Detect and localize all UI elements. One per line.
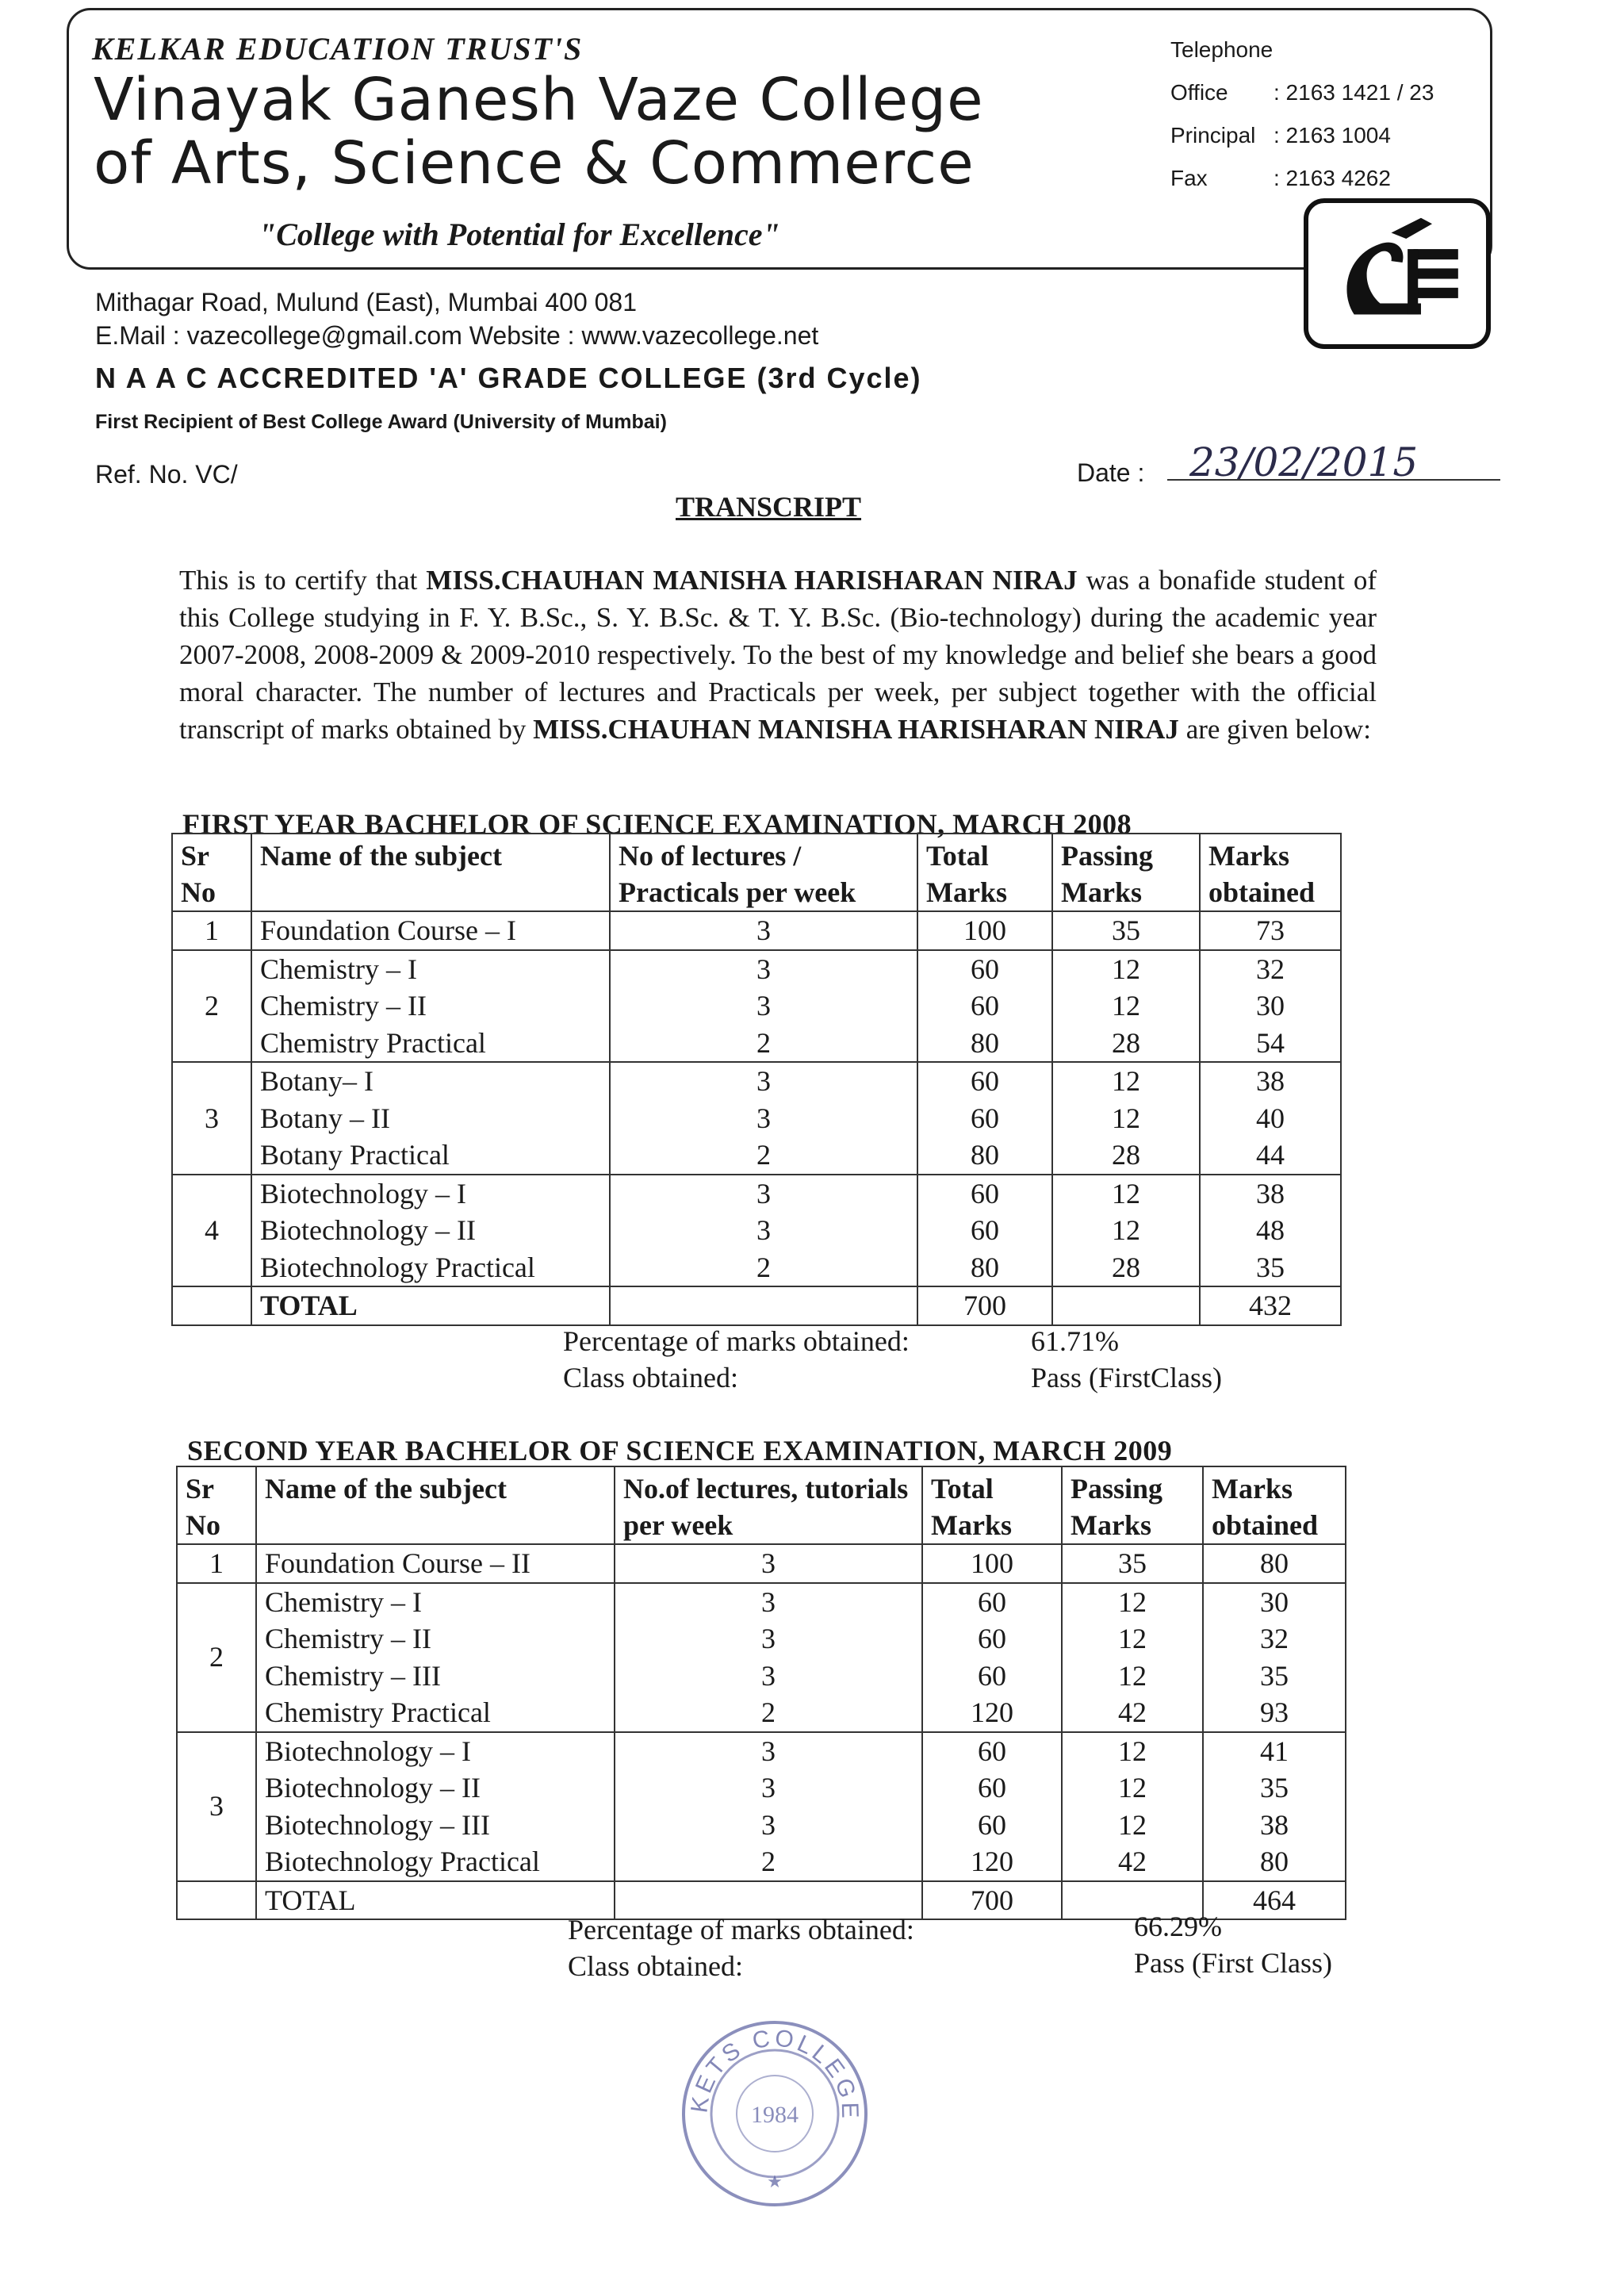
cell-passing-line: 12	[1118, 1623, 1147, 1654]
cell-total-line: 80	[971, 1026, 999, 1059]
college-logo	[1304, 198, 1491, 349]
cell-passing-line: 28	[1112, 1251, 1140, 1283]
table-row	[177, 1583, 1346, 1732]
cell-lectures	[610, 1062, 917, 1175]
cell-passing-line: 12	[1112, 990, 1140, 1022]
phone-value: : 2163 1004	[1274, 123, 1391, 148]
cell-obtained-line: 38	[1260, 1808, 1289, 1841]
cell-subject-line: Biotechnology – I	[260, 1177, 466, 1209]
table-header-row	[177, 1466, 1346, 1544]
cell-lectures-line: 2	[756, 1139, 771, 1171]
date-handwritten: 23/02/2015	[1189, 439, 1419, 485]
cell-sr: 2	[172, 950, 251, 1063]
seal-year: 1984	[751, 2102, 799, 2128]
cell-obtained	[1200, 1062, 1341, 1175]
cell-passing-line: 12	[1118, 1735, 1147, 1767]
cell-sr	[177, 1881, 256, 1920]
trust-name: KELKAR EDUCATION TRUST'S	[92, 31, 584, 67]
cell-obtained-line: 30	[1260, 1585, 1289, 1618]
cell-passing-line: 12	[1118, 1808, 1147, 1841]
seal-star-icon: ★	[767, 2172, 783, 2191]
table-row	[177, 1544, 1346, 1583]
cell-subject-line: Biotechnology Practical	[260, 1251, 535, 1283]
class-value: Pass (FirstClass)	[1031, 1362, 1223, 1393]
cell-obtained-line: 38	[1256, 1177, 1285, 1209]
cell-sr: 3	[177, 1732, 256, 1881]
cell-passing-line: 12	[1112, 1065, 1140, 1097]
phone-value: : 2163 1421 / 23	[1274, 80, 1434, 105]
cell-lectures-line: 2	[761, 1846, 776, 1877]
cell-obtained-line: 35	[1256, 1251, 1285, 1283]
cell-lectures-line: 3	[756, 1065, 771, 1097]
seal-text: KETS COLLEGE	[686, 2025, 864, 2122]
cell-total-line: 60	[971, 990, 999, 1022]
cell-total	[922, 1732, 1062, 1881]
cell-sr: 3	[172, 1062, 251, 1175]
cell-obtained-line: 54	[1256, 1026, 1285, 1059]
certificate-text: are given below:	[1178, 714, 1371, 745]
college-name-line2: of Arts, Science & Commerce	[94, 129, 975, 197]
cell-lectures-line: 3	[761, 1585, 776, 1618]
cell-total-label: TOTAL	[256, 1881, 615, 1920]
cell-passing-line: 12	[1118, 1772, 1147, 1804]
cell-obtained	[1200, 950, 1341, 1063]
cell-subject-line: Chemistry Practical	[265, 1696, 491, 1728]
cell-lectures-line: 2	[756, 1026, 771, 1059]
cell-total-line: 120	[971, 1696, 1013, 1728]
cell-total-line: 60	[971, 953, 999, 985]
college-name	[94, 68, 984, 195]
cell-total-label: TOTAL	[251, 1286, 610, 1325]
cell-passing	[1062, 1544, 1203, 1583]
cell-subject-line: Botany – II	[260, 1102, 390, 1134]
certificate-text: was a bonafide student of this College studying in F. Y. B.Sc., S. Y. B.Sc. & T. Y. B.Sc. (Bio-technology) during the academic year 2007-2008, 2008-2009 & 2009-2010 respectively. To the best of my knowledge and belief she bears a good moral character. The number of lectures and Practicals per week, per subject together with the official transcript of marks obtained by	[179, 565, 1377, 745]
col-subject: Name of the subject	[256, 1466, 615, 1544]
sy-heading: SECOND YEAR BACHELOR OF SCIENCE EXAMINATION, MARCH 2009	[187, 1435, 1173, 1466]
cell-sr: 1	[177, 1544, 256, 1583]
cell-subject-line: Biotechnology Practical	[265, 1846, 540, 1877]
cell-lectures	[615, 1732, 922, 1881]
cell-total-line: 60	[978, 1623, 1006, 1654]
table-row	[172, 1062, 1341, 1175]
cell-total-line: 120	[971, 1846, 1013, 1877]
cell-total-marks: 700	[917, 1286, 1052, 1325]
seal-stamp-icon	[676, 2014, 874, 2213]
cell-total	[922, 1583, 1062, 1732]
cell-obtained	[1200, 1175, 1341, 1287]
cell-obtained	[1200, 911, 1341, 950]
cell-obtained	[1203, 1583, 1346, 1732]
col-obtained: Marks obtained	[1203, 1466, 1346, 1544]
college-tagline: "College with Potential for Excellence"	[259, 217, 780, 252]
cell-subject-line: Chemistry – II	[260, 990, 427, 1022]
cell-obtained-line: 80	[1260, 1547, 1289, 1579]
cell-obtained-line: 41	[1260, 1735, 1289, 1767]
cell-subject	[251, 1062, 610, 1175]
cell-subject-line: Botany– I	[260, 1065, 373, 1097]
cell-subject	[256, 1544, 615, 1583]
cell-subject	[256, 1732, 615, 1881]
phone-row-principal	[1170, 114, 1434, 157]
cell-total-line: 100	[963, 914, 1006, 946]
cell-obtained-line: 48	[1256, 1214, 1285, 1246]
cell-passing	[1052, 1286, 1200, 1325]
student-name: MISS.CHAUHAN MANISHA HARISHARAN NIRAJ	[426, 565, 1078, 596]
phone-label: Office	[1170, 80, 1228, 105]
cell-total	[917, 950, 1052, 1063]
cell-subject	[251, 950, 610, 1063]
cell-total-line: 60	[971, 1065, 999, 1097]
cell-subject-line: Foundation Course – II	[265, 1547, 530, 1579]
cell-lectures-line: 2	[756, 1251, 771, 1283]
phone-label: Fax	[1170, 166, 1208, 190]
cell-total	[917, 911, 1052, 950]
fy-heading: FIRST YEAR BACHELOR OF SCIENCE EXAMINATION, MARCH 2008	[182, 808, 1132, 840]
percentage-value: 61.71%	[1031, 1325, 1119, 1357]
cell-lectures-line: 3	[756, 914, 771, 946]
cell-subject	[256, 1583, 615, 1732]
cell-total-obtained: 464	[1203, 1881, 1346, 1920]
cell-total-obtained: 432	[1200, 1286, 1341, 1325]
cell-lectures	[610, 1286, 917, 1325]
percentage-value: 66.29%	[1134, 1911, 1222, 1942]
percentage-label: Percentage of marks obtained:	[563, 1325, 910, 1357]
cell-obtained-line: 38	[1256, 1065, 1285, 1097]
cell-lectures	[615, 1544, 922, 1583]
cell-total-line: 100	[971, 1547, 1013, 1579]
cell-lectures-line: 3	[761, 1547, 776, 1579]
cell-lectures-line: 3	[761, 1623, 776, 1654]
cell-obtained-line: 32	[1260, 1623, 1289, 1654]
cell-passing	[1052, 1062, 1200, 1175]
cell-total-line: 60	[971, 1214, 999, 1246]
cell-subject	[251, 911, 610, 950]
college-seal	[676, 2014, 874, 2213]
certificate-text: This is to certify that	[179, 565, 427, 596]
phone-value: : 2163 4262	[1274, 166, 1391, 190]
cell-sr: 2	[177, 1583, 256, 1732]
cell-lectures-line: 3	[761, 1659, 776, 1692]
table-row	[172, 950, 1341, 1063]
cell-sr: 4	[172, 1175, 251, 1287]
cell-obtained-line: 32	[1256, 953, 1285, 985]
total-row	[172, 1286, 1341, 1325]
cell-total-line: 60	[978, 1808, 1006, 1841]
cell-obtained-line: 93	[1260, 1696, 1289, 1728]
cell-passing-line: 42	[1118, 1696, 1147, 1728]
col-obtained: Marks obtained	[1200, 834, 1341, 911]
cell-passing-line: 12	[1112, 1102, 1140, 1134]
cell-obtained-line: 35	[1260, 1659, 1289, 1692]
cell-passing-line: 12	[1118, 1659, 1147, 1692]
cell-subject-line: Foundation Course – I	[260, 914, 516, 946]
cell-subject-line: Biotechnology – III	[265, 1808, 490, 1841]
fy-marks-table	[171, 833, 1342, 1326]
cell-subject-line: Chemistry – II	[265, 1623, 431, 1654]
cell-total-line: 60	[978, 1659, 1006, 1692]
cell-passing-line: 12	[1112, 1214, 1140, 1246]
cell-lectures-line: 2	[761, 1696, 776, 1728]
cell-total	[917, 1062, 1052, 1175]
cell-subject-line: Chemistry – I	[265, 1585, 422, 1618]
col-total: Total Marks	[922, 1466, 1062, 1544]
cell-passing-line: 28	[1112, 1026, 1140, 1059]
cell-total-line: 60	[971, 1177, 999, 1209]
award-line: First Recipient of Best College Award (University of Mumbai)	[95, 411, 667, 433]
table-row	[177, 1732, 1346, 1881]
contact-line: E.Mail : vazecollege@gmail.com Website : www.vazecollege.net	[95, 321, 819, 350]
phone-label: Principal	[1170, 123, 1256, 148]
cell-lectures	[610, 1175, 917, 1287]
cell-passing-line: 42	[1118, 1846, 1147, 1877]
address-line: Mithagar Road, Mulund (East), Mumbai 400 081	[95, 288, 638, 316]
cell-total-line: 60	[978, 1585, 1006, 1618]
col-lectures: No.of lectures, tutorials per week	[615, 1466, 922, 1544]
cell-lectures-line: 3	[761, 1735, 776, 1767]
table-row	[172, 911, 1341, 950]
cell-passing	[1052, 950, 1200, 1063]
cell-total	[922, 1544, 1062, 1583]
cell-total-line: 60	[978, 1772, 1006, 1804]
certificate-paragraph	[179, 562, 1377, 748]
cell-lectures	[615, 1583, 922, 1732]
col-sr: Sr No	[172, 834, 251, 911]
cell-obtained-line: 73	[1256, 914, 1285, 946]
sy-table-body	[177, 1544, 1346, 1919]
cell-passing-line: 35	[1112, 914, 1140, 946]
cell-passing-line: 35	[1118, 1547, 1147, 1579]
col-total: Total Marks	[917, 834, 1052, 911]
cell-obtained-line: 35	[1260, 1772, 1289, 1804]
table-header-row	[172, 834, 1341, 911]
cell-sr: 1	[172, 911, 251, 950]
cell-lectures-line: 3	[756, 1177, 771, 1209]
student-name: MISS.CHAUHAN MANISHA HARISHARAN NIRAJ	[533, 714, 1179, 745]
reference-number: Ref. No. VC/	[95, 460, 238, 489]
col-sr: Sr No	[177, 1466, 256, 1544]
cell-passing-line: 12	[1112, 1177, 1140, 1209]
fy-summary-labels	[563, 1323, 910, 1396]
fy-summary-values	[1031, 1323, 1222, 1396]
col-lectures: No of lectures / Practicals per week	[610, 834, 917, 911]
cell-lectures	[610, 950, 917, 1063]
cell-lectures-line: 3	[756, 990, 771, 1022]
date-label: Date :	[1077, 458, 1145, 487]
sy-marks-table	[176, 1466, 1346, 1920]
cell-subject	[251, 1175, 610, 1287]
cell-passing	[1052, 1175, 1200, 1287]
document-title: TRANSCRIPT	[676, 491, 862, 523]
col-passing: Passing Marks	[1052, 834, 1200, 911]
class-label: Class obtained:	[563, 1362, 738, 1393]
cell-obtained	[1203, 1544, 1346, 1583]
cell-total-line: 60	[978, 1735, 1006, 1767]
cell-total-line: 60	[971, 1102, 999, 1134]
sy-summary-values	[1134, 1908, 1332, 1981]
college-name-line1: Vinayak Ganesh Vaze College	[94, 66, 984, 134]
phone-row-office	[1170, 71, 1434, 114]
naac-accreditation: N A A C ACCREDITED 'A' GRADE COLLEGE (3rd Cycle)	[95, 362, 922, 394]
cell-passing-line: 28	[1112, 1139, 1140, 1171]
cell-subject-line: Biotechnology – I	[265, 1735, 471, 1767]
cell-subject-line: Chemistry – I	[260, 953, 417, 985]
cell-lectures-line: 3	[761, 1808, 776, 1841]
class-value: Pass (First Class)	[1134, 1947, 1333, 1979]
cell-passing-line: 12	[1118, 1585, 1147, 1618]
cell-passing	[1062, 1583, 1203, 1732]
cell-sr	[172, 1286, 251, 1325]
col-subject: Name of the subject	[251, 834, 610, 911]
cell-subject-line: Biotechnology – II	[260, 1214, 476, 1246]
cell-obtained-line: 80	[1260, 1846, 1289, 1877]
class-label: Class obtained:	[568, 1950, 743, 1982]
cell-obtained-line: 40	[1256, 1102, 1285, 1134]
fy-table-body	[172, 911, 1341, 1325]
table-row	[172, 1175, 1341, 1287]
cell-passing	[1062, 1732, 1203, 1881]
cell-lectures-line: 3	[756, 953, 771, 985]
cell-total-line: 80	[971, 1251, 999, 1283]
col-passing: Passing Marks	[1062, 1466, 1203, 1544]
date-underline	[1167, 479, 1500, 481]
cell-lectures-line: 3	[756, 1214, 771, 1246]
cell-total	[917, 1175, 1052, 1287]
college-address	[95, 286, 818, 352]
percentage-label: Percentage of marks obtained:	[568, 1914, 914, 1945]
cell-subject-line: Chemistry Practical	[260, 1026, 486, 1059]
cell-obtained-line: 44	[1256, 1139, 1285, 1171]
cell-obtained	[1203, 1732, 1346, 1881]
phone-row-fax	[1170, 157, 1434, 200]
telephone-label: Telephone	[1170, 37, 1274, 62]
cell-lectures	[610, 911, 917, 950]
cell-passing	[1052, 911, 1200, 950]
cell-lectures-line: 3	[756, 1102, 771, 1134]
cell-obtained-line: 30	[1256, 990, 1285, 1022]
cell-lectures-line: 3	[761, 1772, 776, 1804]
cell-subject-line: Chemistry – III	[265, 1659, 441, 1692]
cell-total-line: 80	[971, 1139, 999, 1171]
cell-total-marks: 700	[922, 1881, 1062, 1920]
swan-logo-icon	[1308, 203, 1486, 344]
sy-summary-labels	[568, 1911, 914, 1984]
cell-passing-line: 12	[1112, 953, 1140, 985]
telephone-block	[1170, 29, 1434, 200]
cell-subject-line: Botany Practical	[260, 1139, 450, 1171]
cell-subject-line: Biotechnology – II	[265, 1772, 481, 1804]
